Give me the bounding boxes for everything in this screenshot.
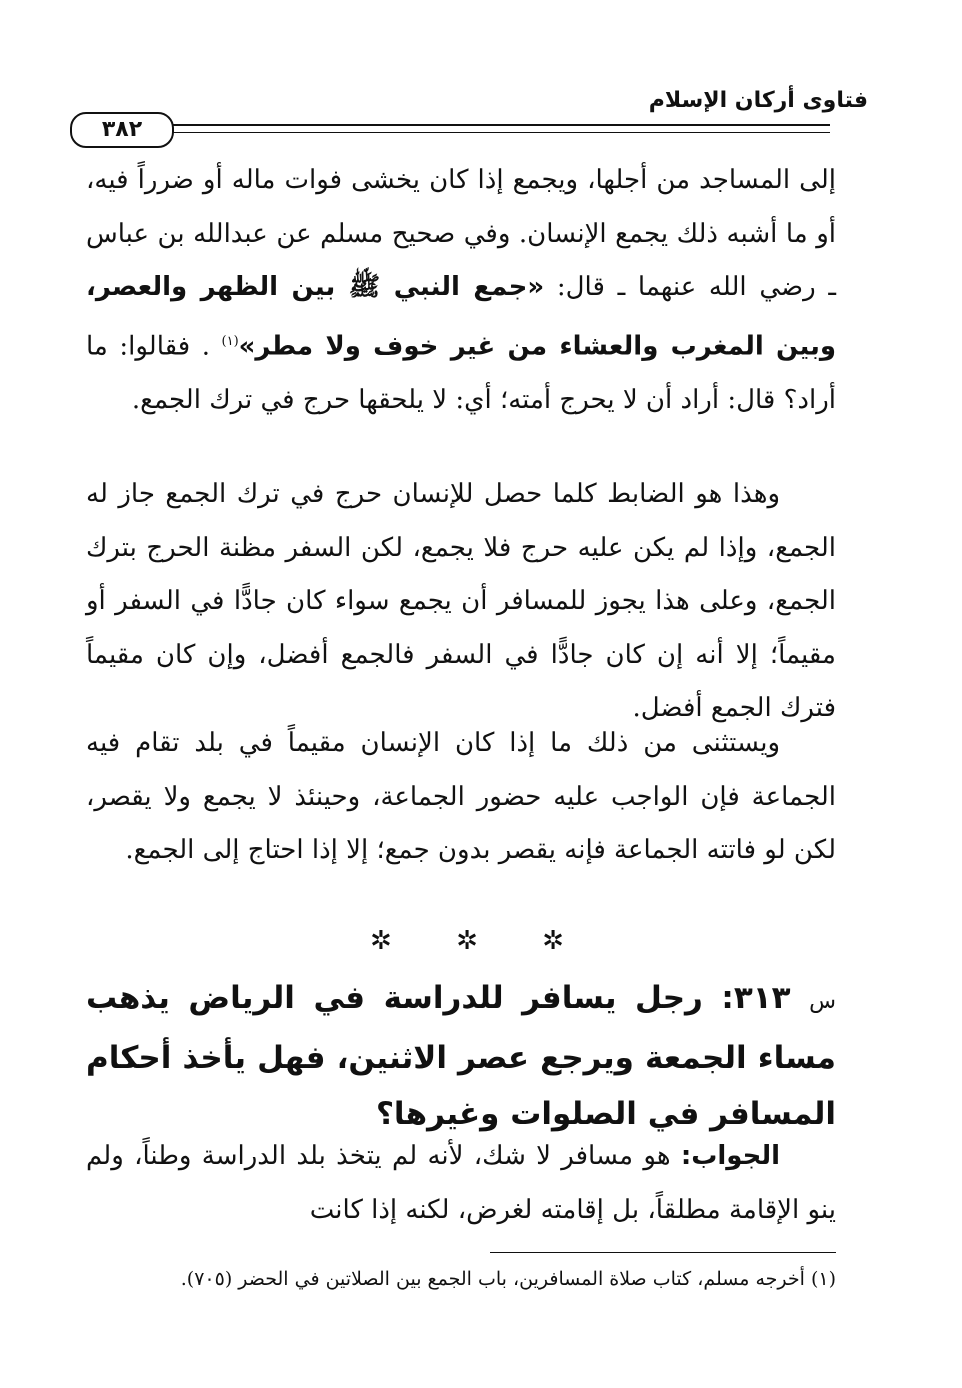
answer-label: الجواب: bbox=[680, 1141, 780, 1171]
running-header-title: فتاوى أركان الإسلام bbox=[648, 88, 868, 113]
question-block bbox=[86, 970, 836, 1142]
question-number: ٣١٣ bbox=[733, 980, 791, 1016]
hadith-quote: «جمع النبي ﷺ بين الظهر والعصر، وبين المغرب والعشاء من غير خوف ولا مطر» bbox=[86, 272, 836, 362]
paragraph-1 bbox=[86, 154, 836, 427]
paragraph-1-text-b: . فقالوا: ما أراد؟ قال: أراد أن لا يحرج أمته؛ أي: لا يلحقها حرج في ترك الجمع. bbox=[86, 331, 836, 415]
paragraph-1-text-a: إلى المساجد من أجلها، ويجمع إذا كان يخشى فوات ماله أو ضرراً فيه، أو ما أشبه ذلك يجمع الإنسان. وفي صحيح مسلم عن عبدالله بن عباس ـ رضي الله عنهما ـ قال: bbox=[86, 165, 836, 302]
footnote: (١) أخرجه مسلم، كتاب صلاة المسافرين، باب الجمع بين الصلاتين في الحضر (٧٠٥). bbox=[180, 1268, 836, 1290]
footnote-rule bbox=[490, 1252, 836, 1253]
page-number-badge: ٣٨٢ bbox=[70, 112, 174, 148]
paragraph-2 bbox=[86, 468, 836, 736]
header-rule bbox=[98, 124, 830, 133]
paragraph-3 bbox=[86, 717, 836, 878]
question-marker: س bbox=[809, 989, 836, 1014]
question-colon: : bbox=[702, 980, 734, 1016]
section-separator: ✲ ✲ ✲ bbox=[370, 926, 592, 956]
paragraph-2-text: وهذا هو الضابط كلما حصل للإنسان حرج في ترك الجمع جاز له الجمع، وإذا لم يكن عليه حرج فلا يجمع، لكن السفر مظنة الحرج بترك الجمع، وعلى هذا يجوز للمسافر أن يجمع سواء كان جادًّا في السفر أو مقيماً؛ إلا أنه إن كان جادًّا في السفر فالجمع أفضل، وإن كان مقيماً فترك الجمع أفضل. bbox=[86, 479, 836, 723]
answer-block bbox=[86, 1130, 836, 1237]
answer-text: هو مسافر لا شك، لأنه لم يتخذ بلد الدراسة وطناً، ولم ينو الإقامة مطلقاً، بل إقامته لغرض، لكنه إذا كانت bbox=[86, 1141, 836, 1225]
question-text: رجل يسافر للدراسة في الرياض يذهب مساء الجمعة ويرجع عصر الاثنين، فهل يأخذ أحكام المسافر في الصلوات وغيرها؟ bbox=[86, 980, 836, 1132]
footnote-reference: (١) bbox=[221, 333, 239, 349]
paragraph-3-text: ويستثنى من ذلك ما إذا كان الإنسان مقيماً في بلد تقام فيه الجماعة فإن الواجب عليه حضور الجماعة، وحينئذ لا يجمع ولا يقصر، لكن لو فاتته الجماعة فإنه يقصر بدون جمع؛ إلا إذا احتاج إلى الجمع. bbox=[86, 728, 836, 865]
